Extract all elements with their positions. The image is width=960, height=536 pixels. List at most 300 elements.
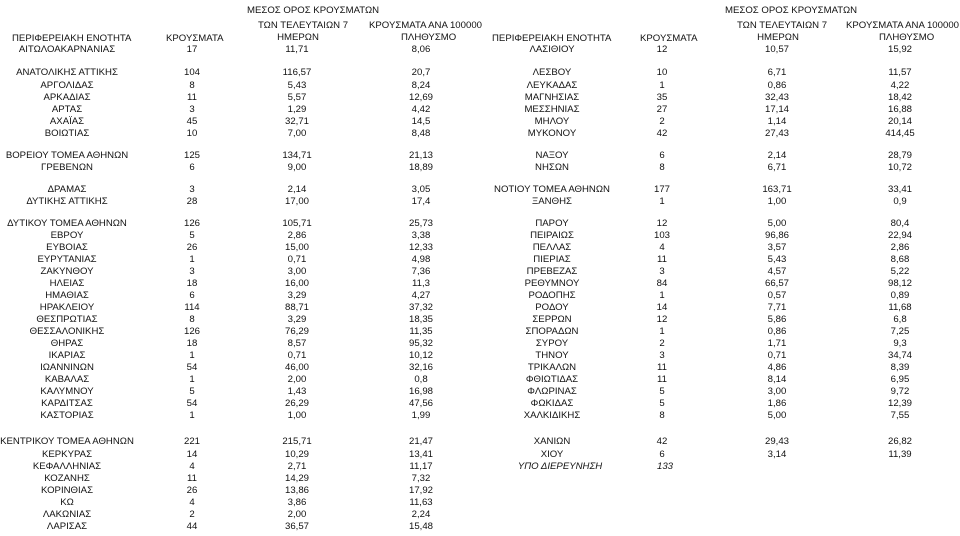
- cell-region: ΑΙΤΩΛΟΑΚΑΡΝΑΝΙΑΣ: [18, 44, 116, 55]
- cell-cases: 4: [659, 242, 665, 253]
- cell-cases: 6: [659, 449, 665, 460]
- table-row: [485, 410, 960, 421]
- cell-cases: 133: [656, 461, 673, 472]
- cell-cases: 14: [186, 449, 198, 460]
- cell-per100k: 14,5: [411, 116, 431, 127]
- cell-cases: 1: [189, 410, 195, 421]
- cell-cases: 126: [183, 218, 200, 229]
- cell-avg: 9,00: [287, 162, 307, 173]
- cell-region: ΛΑΡΙΣΑΣ: [46, 521, 88, 532]
- cell-avg: 0,86: [767, 326, 787, 337]
- cell-region: ΛΕΣΒΟΥ: [532, 67, 572, 78]
- cell-cases: 1: [189, 374, 195, 385]
- cell-avg: 2,14: [287, 184, 307, 195]
- cell-region: ΔΥΤΙΚΗΣ ΑΤΤΙΚΗΣ: [26, 196, 108, 207]
- cell-avg: 7,00: [287, 128, 307, 139]
- cell-avg: 0,71: [287, 254, 307, 265]
- cell-per100k: 21,13: [408, 150, 433, 161]
- cell-cases: 11: [187, 92, 197, 103]
- cell-region: ΦΩΚΙΔΑΣ: [530, 398, 574, 409]
- cell-avg: 0,71: [767, 350, 787, 361]
- table-row: [0, 410, 480, 421]
- cell-avg: 1,43: [287, 386, 307, 397]
- cell-region: ΑΡΚΑΔΙΑΣ: [43, 92, 91, 103]
- table-row: [0, 104, 480, 115]
- header-per100k-line1: ΚΡΟΥΣΜΑΤΑ ΑΝΑ 100000: [846, 20, 959, 31]
- cell-cases: 114: [184, 302, 200, 313]
- table-row: [0, 184, 480, 195]
- cell-region: ΦΛΩΡΙΝΑΣ: [527, 386, 577, 397]
- table-row: [0, 362, 480, 373]
- cell-cases: 54: [186, 398, 198, 409]
- cell-avg: 96,86: [764, 230, 789, 241]
- cell-cases: 5: [189, 230, 195, 241]
- table-row: [485, 116, 960, 127]
- cell-region: ΠΕΛΛΑΣ: [532, 242, 572, 253]
- cell-cases: 11: [657, 254, 667, 265]
- table-row: [0, 521, 480, 532]
- table-row: [0, 386, 480, 397]
- table-row: [485, 196, 960, 207]
- cell-cases: 5: [659, 398, 665, 409]
- cell-region: ΕΥΡΥΤΑΝΙΑΣ: [37, 254, 97, 265]
- cell-cases: 104: [183, 67, 200, 78]
- cell-cases: 3: [659, 350, 665, 361]
- cell-avg: 2,14: [767, 150, 787, 161]
- cell-per100k: 1,99: [411, 410, 431, 421]
- header-avg-line1: ΜΕΣΟΣ ΟΡΟΣ ΚΡΟΥΣΜΑΤΩΝ: [247, 5, 380, 16]
- cell-region: ΒΟΡΕΙΟΥ ΤΟΜΕΑ ΑΘΗΝΩΝ: [5, 150, 129, 161]
- cell-per100k: 18,89: [408, 162, 433, 173]
- cell-per100k: 0,89: [890, 290, 910, 301]
- cell-per100k: 15,92: [887, 44, 912, 55]
- cell-cases: 17: [186, 44, 198, 55]
- table-row: [0, 350, 480, 361]
- cell-avg: 17,14: [764, 104, 789, 115]
- cell-per100k: 0,9: [893, 196, 907, 207]
- table-row: [485, 362, 960, 373]
- table-row: [485, 386, 960, 397]
- cell-avg: 76,29: [284, 326, 309, 337]
- cell-region: ΗΜΑΘΙΑΣ: [45, 290, 89, 301]
- cell-cases: 221: [183, 436, 200, 447]
- cell-region: ΣΕΡΡΩΝ: [532, 314, 572, 325]
- cell-per100k: 12,33: [408, 242, 433, 253]
- cell-cases: 84: [656, 278, 668, 289]
- cell-avg: 3,29: [287, 290, 307, 301]
- table-row: [0, 150, 480, 161]
- cell-per100k: 0,8: [414, 374, 428, 385]
- header-region: ΠΕΡΙΦΕΡΕΙΑΚΗ ΕΝΟΤΗΤΑ: [492, 33, 612, 44]
- cell-avg: 3,86: [287, 497, 307, 508]
- cell-cases: 6: [659, 150, 665, 161]
- table-row: [485, 302, 960, 313]
- cell-region: ΕΥΒΟΙΑΣ: [46, 242, 88, 253]
- cell-per100k: 7,55: [890, 410, 910, 421]
- cell-cases: 18: [186, 278, 198, 289]
- cell-avg: 2,00: [287, 374, 307, 385]
- cell-per100k: 4,22: [890, 80, 910, 91]
- cell-per100k: 18,35: [408, 314, 433, 325]
- cell-cases: 1: [659, 290, 665, 301]
- cell-per100k: 17,92: [408, 485, 433, 496]
- cell-cases: 28: [186, 196, 198, 207]
- cell-region: ΠΕΙΡΑΙΩΣ: [530, 230, 574, 241]
- cell-per100k: 10,12: [408, 350, 433, 361]
- cell-region: ΝΑΞΟΥ: [535, 150, 569, 161]
- cell-region: ΚΑΛΥΜΝΟΥ: [40, 386, 94, 397]
- cell-cases: 42: [656, 436, 668, 447]
- cell-region: ΓΡΕΒΕΝΩΝ: [41, 162, 93, 173]
- cell-avg: 0,86: [767, 80, 787, 91]
- cell-avg: 11,71: [285, 44, 309, 55]
- table-row: [485, 230, 960, 241]
- cell-per100k: 32,16: [408, 362, 433, 373]
- table-row: [485, 290, 960, 301]
- cell-per100k: 4,98: [411, 254, 431, 265]
- cell-cases: 14: [656, 302, 668, 313]
- table-row: [485, 128, 960, 139]
- cell-cases: 8: [659, 410, 665, 421]
- cell-region: ΤΡΙΚΑΛΩΝ: [527, 362, 577, 373]
- cell-cases: 26: [186, 242, 198, 253]
- table-row: [485, 449, 960, 460]
- cell-region: ΣΥΡΟΥ: [535, 338, 569, 349]
- table-row: [0, 162, 480, 173]
- cell-per100k: 8,06: [411, 44, 431, 55]
- table-row: [0, 314, 480, 325]
- cell-region: ΧΙΟΥ: [540, 449, 564, 460]
- cell-per100k: 18,42: [887, 92, 912, 103]
- table-row: [0, 218, 480, 229]
- cell-per100k: 11,39: [888, 449, 912, 460]
- cell-per100k: 17,4: [411, 196, 431, 207]
- cell-region: ΜΕΣΣΗΝΙΑΣ: [524, 104, 580, 115]
- cell-per100k: 28,79: [887, 150, 912, 161]
- cell-per100k: 12,69: [408, 92, 433, 103]
- cell-per100k: 414,45: [885, 128, 915, 139]
- cell-avg: 2,71: [287, 461, 307, 472]
- cell-region: ΖΑΚΥΝΘΟΥ: [40, 266, 94, 277]
- cell-avg: 105,71: [282, 218, 312, 229]
- header-cases: ΚΡΟΥΣΜΑΤΑ: [166, 33, 224, 44]
- cell-per100k: 22,94: [887, 230, 912, 241]
- cell-per100k: 11,68: [888, 302, 912, 313]
- table-row: [0, 67, 480, 78]
- cell-avg: 13,86: [284, 485, 309, 496]
- cell-avg: 14,29: [284, 473, 309, 484]
- cell-region: ΠΙΕΡΙΑΣ: [533, 254, 571, 265]
- cell-cases: 8: [189, 314, 195, 325]
- cell-region: ΑΡΓΟΛΙΔΑΣ: [40, 80, 94, 91]
- cell-cases: 12: [656, 44, 668, 55]
- cell-avg: 3,57: [767, 242, 787, 253]
- cell-per100k: 8,39: [890, 362, 910, 373]
- cell-avg: 0,57: [767, 290, 787, 301]
- cell-per100k: 20,7: [411, 67, 431, 78]
- cell-per100k: 8,48: [411, 128, 431, 139]
- cell-region: ΑΝΑΤΟΛΙΚΗΣ ΑΤΤΙΚΗΣ: [16, 67, 118, 78]
- cell-avg: 3,14: [767, 449, 787, 460]
- cell-avg: 8,57: [287, 338, 307, 349]
- cell-avg: 1,00: [767, 196, 787, 207]
- cell-region: ΡΟΔΟΠΗΣ: [528, 290, 576, 301]
- table-row: [0, 242, 480, 253]
- cell-per100k: 11,63: [409, 497, 433, 508]
- cell-avg: 29,43: [764, 436, 789, 447]
- cell-avg: 2,00: [287, 509, 307, 520]
- cell-region: ΠΑΡΟΥ: [535, 218, 569, 229]
- cell-region: ΑΧΑΪΑΣ: [49, 116, 85, 127]
- cell-avg: 7,71: [767, 302, 787, 313]
- cell-cases: 1: [659, 196, 665, 207]
- cell-avg: 5,57: [287, 92, 307, 103]
- cell-region: ΚΕΝΤΡΙΚΟΥ ΤΟΜΕΑ ΑΘΗΝΩΝ: [0, 436, 134, 447]
- table-row: [485, 80, 960, 91]
- table-row: [485, 314, 960, 325]
- table-row: [485, 242, 960, 253]
- table-row: [0, 278, 480, 289]
- header-avg-line2: ΤΩΝ ΤΕΛΕΥΤΑΙΩΝ 7: [737, 20, 828, 31]
- cell-cases: 8: [659, 162, 665, 173]
- cell-avg: 6,71: [767, 162, 787, 173]
- cell-cases: 8: [189, 80, 195, 91]
- cell-region: ΥΠΟ ΔΙΕΡΕΥΝΗΣΗ: [517, 461, 603, 472]
- table-row: [485, 338, 960, 349]
- table-row: [485, 278, 960, 289]
- table-row: [0, 44, 480, 55]
- cell-region: ΡΕΘΥΜΝΟΥ: [524, 278, 580, 289]
- table-row: [0, 196, 480, 207]
- cell-region: ΚΟΖΑΝΗΣ: [44, 473, 90, 484]
- table-row: [0, 449, 480, 460]
- cell-avg: 88,71: [284, 302, 309, 313]
- cell-per100k: 3,38: [411, 230, 431, 241]
- cell-per100k: 11,35: [409, 326, 433, 337]
- cell-cases: 10: [186, 128, 198, 139]
- cell-avg: 46,00: [284, 362, 309, 373]
- header-avg-line2: ΤΩΝ ΤΕΛΕΥΤΑΙΩΝ 7: [258, 20, 349, 31]
- table-row: [0, 80, 480, 91]
- cell-avg: 16,00: [284, 278, 309, 289]
- cell-region: ΤΗΝΟΥ: [535, 350, 569, 361]
- cell-per100k: 3,05: [411, 184, 431, 195]
- header-avg-line3: ΗΜΕΡΩΝ: [757, 32, 799, 43]
- cell-region: ΞΑΝΘΗΣ: [532, 196, 572, 207]
- cell-region: ΘΕΣΣΑΛΟΝΙΚΗΣ: [29, 326, 105, 337]
- cell-avg: 15,00: [284, 242, 309, 253]
- cell-cases: 26: [186, 485, 198, 496]
- cell-per100k: 11,17: [409, 461, 433, 472]
- cell-region: ΛΑΣΙΘΙΟΥ: [529, 44, 575, 55]
- cell-region: ΘΕΣΠΡΩΤΙΑΣ: [36, 314, 98, 325]
- cell-region: ΝΟΤΙΟΥ ΤΟΜΕΑ ΑΘΗΝΩΝ: [494, 184, 610, 195]
- table-row: [0, 398, 480, 409]
- cell-avg: 26,29: [284, 398, 309, 409]
- cell-cases: 1: [189, 254, 195, 265]
- table-row: [0, 230, 480, 241]
- cell-region: ΜΑΓΝΗΣΙΑΣ: [524, 92, 580, 103]
- cell-cases: 12: [656, 314, 668, 325]
- table-row: [485, 218, 960, 229]
- cell-per100k: 13,41: [408, 449, 433, 460]
- cell-cases: 5: [659, 386, 665, 397]
- cell-cases: 2: [659, 116, 665, 127]
- table-row: [0, 374, 480, 385]
- cell-per100k: 8,24: [411, 80, 431, 91]
- cell-per100k: 37,32: [408, 302, 433, 313]
- table-row: [485, 461, 960, 472]
- cell-per100k: 11,57: [888, 67, 912, 78]
- cell-per100k: 2,24: [411, 509, 431, 520]
- cell-region: ΚΕΦΑΛΛΗΝΙΑΣ: [32, 461, 102, 472]
- cell-avg: 5,86: [767, 314, 787, 325]
- table-row: [485, 104, 960, 115]
- cell-avg: 32,43: [764, 92, 789, 103]
- table-row: [485, 398, 960, 409]
- cell-cases: 3: [189, 104, 195, 115]
- cell-avg: 4,86: [767, 362, 787, 373]
- cell-per100k: 7,25: [890, 326, 910, 337]
- cell-per100k: 95,32: [408, 338, 433, 349]
- cell-region: ΧΑΛΚΙΔΙΚΗΣ: [523, 410, 581, 421]
- cell-per100k: 98,12: [887, 278, 912, 289]
- table-row: [0, 326, 480, 337]
- table-row: [0, 461, 480, 472]
- cell-per100k: 12,39: [887, 398, 912, 409]
- cell-cases: 3: [189, 184, 195, 195]
- header-per100k-line1: ΚΡΟΥΣΜΑΤΑ ΑΝΑ 100000: [369, 20, 482, 31]
- cell-avg: 27,43: [764, 128, 789, 139]
- cell-avg: 215,71: [282, 436, 312, 447]
- cell-avg: 2,86: [287, 230, 307, 241]
- cell-avg: 3,00: [767, 386, 787, 397]
- cell-region: ΙΚΑΡΙΑΣ: [48, 350, 86, 361]
- cell-cases: 6: [189, 290, 195, 301]
- cell-avg: 5,43: [287, 80, 307, 91]
- table-row: [0, 128, 480, 139]
- table-row: [0, 92, 480, 103]
- header-per100k-line2: ΠΛΗΘΥΣΜΟ: [401, 32, 457, 43]
- cell-cases: 126: [183, 326, 200, 337]
- cell-region: ΚΑΡΔΙΤΣΑΣ: [41, 398, 93, 409]
- cell-region: ΡΟΔΟΥ: [535, 302, 569, 313]
- cell-avg: 134,71: [282, 150, 312, 161]
- cell-cases: 1: [189, 350, 195, 361]
- cell-region: ΗΛΕΙΑΣ: [49, 278, 85, 289]
- cell-avg: 3,29: [287, 314, 307, 325]
- cell-avg: 5,00: [767, 218, 787, 229]
- cell-avg: 6,71: [767, 67, 787, 78]
- cell-region: ΗΡΑΚΛΕΙΟΥ: [39, 302, 95, 313]
- cell-cases: 4: [189, 497, 195, 508]
- header-avg-line3: ΗΜΕΡΩΝ: [277, 32, 319, 43]
- cell-region: ΔΥΤΙΚΟΥ ΤΟΜΕΑ ΑΘΗΝΩΝ: [7, 218, 127, 229]
- cell-avg: 17,00: [284, 196, 309, 207]
- cell-region: ΛΕΥΚΑΔΑΣ: [526, 80, 578, 91]
- cell-per100k: 80,4: [890, 218, 910, 229]
- cell-avg: 10,29: [284, 449, 309, 460]
- table-row: [0, 338, 480, 349]
- cell-per100k: 21,47: [408, 436, 433, 447]
- table-row: [485, 184, 960, 195]
- cell-cases: 5: [189, 386, 195, 397]
- cell-avg: 1,29: [287, 104, 307, 115]
- table-row: [485, 162, 960, 173]
- cell-avg: 1,71: [767, 338, 787, 349]
- cell-per100k: 16,98: [408, 386, 433, 397]
- cell-region: ΚΟΡΙΝΘΙΑΣ: [40, 485, 94, 496]
- table-row: [485, 44, 960, 55]
- cell-avg: 1,00: [287, 410, 307, 421]
- cell-per100k: 26,82: [887, 436, 912, 447]
- cell-per100k: 16,88: [887, 104, 912, 115]
- cell-avg: 1,14: [767, 116, 787, 127]
- cell-avg: 8,14: [767, 374, 787, 385]
- cell-cases: 2: [659, 338, 665, 349]
- cell-region: ΧΑΝΙΩΝ: [533, 436, 571, 447]
- cell-per100k: 7,32: [411, 473, 431, 484]
- table-row: [485, 326, 960, 337]
- table-row: [485, 436, 960, 447]
- cell-region: ΛΑΚΩΝΙΑΣ: [42, 509, 92, 520]
- cell-per100k: 15,48: [408, 521, 433, 532]
- cell-avg: 163,71: [762, 184, 792, 195]
- table-row: [485, 350, 960, 361]
- cell-cases: 1: [659, 326, 665, 337]
- cell-region: ΚΑΒΑΛΑΣ: [44, 374, 90, 385]
- cell-avg: 32,71: [284, 116, 309, 127]
- cell-region: ΕΒΡΟΥ: [50, 230, 84, 241]
- cell-per100k: 34,74: [887, 350, 912, 361]
- cell-avg: 4,57: [767, 266, 787, 277]
- header-cases: ΚΡΟΥΣΜΑΤΑ: [640, 33, 698, 44]
- cell-per100k: 25,73: [408, 218, 433, 229]
- cell-region: ΙΩΑΝΝΙΝΩΝ: [40, 362, 94, 373]
- table-row: [485, 150, 960, 161]
- cell-per100k: 20,14: [887, 116, 912, 127]
- cell-avg: 5,00: [767, 410, 787, 421]
- cell-cases: 1: [659, 80, 665, 91]
- cell-cases: 2: [189, 509, 195, 520]
- table-row: [0, 254, 480, 265]
- cell-cases: 4: [189, 461, 195, 472]
- table-row: [485, 254, 960, 265]
- cell-avg: 66,57: [764, 278, 789, 289]
- header-avg-line1: ΜΕΣΟΣ ΟΡΟΣ ΚΡΟΥΣΜΑΤΩΝ: [725, 5, 858, 16]
- table-row: [0, 266, 480, 277]
- table-row: [0, 290, 480, 301]
- cell-cases: 27: [656, 104, 668, 115]
- cell-cases: 18: [186, 338, 198, 349]
- cell-cases: 103: [653, 230, 670, 241]
- cell-avg: 10,57: [764, 44, 789, 55]
- cell-cases: 54: [186, 362, 198, 373]
- cell-cases: 3: [189, 266, 195, 277]
- table-row: [0, 509, 480, 520]
- cell-region: ΦΘΙΩΤΙΔΑΣ: [525, 374, 579, 385]
- cell-cases: 44: [186, 521, 198, 532]
- cell-cases: 11: [657, 362, 667, 373]
- cell-avg: 0,71: [287, 350, 307, 361]
- cell-cases: 10: [656, 67, 668, 78]
- table-row: [485, 374, 960, 385]
- cell-cases: 6: [189, 162, 195, 173]
- cell-cases: 125: [183, 150, 200, 161]
- table-row: [0, 473, 480, 484]
- cell-per100k: 4,42: [411, 104, 431, 115]
- cell-per100k: 9,3: [893, 338, 907, 349]
